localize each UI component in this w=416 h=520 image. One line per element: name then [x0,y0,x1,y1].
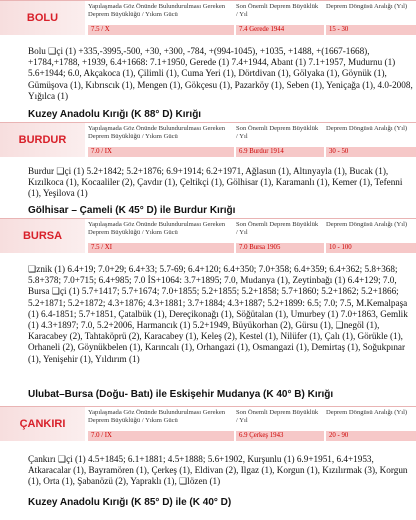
cycle-interval: 15 - 30 [326,25,416,35]
section-bolu [0,0,416,120]
section-header [0,218,416,253]
design-magnitude: 7.5 / XI [88,243,234,253]
header-col2: Son Önemli Deprem Büyüklük / Yıl [236,409,319,424]
header-col1: Yapılaşmada Göz Önünde Bulundurulması Gereken Deprem Büyüklüğü / Yıkım Gücü [88,221,226,236]
last-earthquake: 7.4 Gerede 1944 [236,25,324,35]
section-header [0,0,416,35]
design-magnitude: 7.0 / IX [88,431,234,441]
design-magnitude: 7.5 / X [88,25,234,35]
header-col1: Yapılaşmada Göz Önünde Bulundurulması Gereken Deprem Büyüklüğü / Yıkım Gücü [88,409,226,424]
section-bursa [0,218,416,400]
cycle-interval: 30 - 50 [326,147,416,157]
last-earthquake: 6.9 Burdur 1914 [236,147,324,157]
header-col1: Yapılaşmada Göz Önünde Bulundurulması Gereken Deprem Büyüklüğü / Yıkım Gücü [88,3,226,18]
city-label: ÇANKIRI [0,407,85,441]
section-header [0,122,416,157]
header-col3: Deprem Döngüsü Aralığı (Yıl) [326,221,408,228]
last-earthquake: 6.9 Çerkeş 1943 [236,431,324,441]
city-label: BOLU [0,1,85,35]
header-col3: Deprem Döngüsü Aralığı (Yıl) [326,3,408,10]
section-cankiri [0,406,416,508]
settlement-paragraph: Bolu ❑çi (1) +335,-3995,-500, +30, +300, -784, +(994-1045), +1035, +1488, +(1667-1668), +1784,+1788, +1939, 6.4+1668: 7.1+1950, Gerede (1) 7.4+1944, Abant (1) 7.1+1957, Mudurnu (1) 5.6+1944; 6.0, Akçakoca (1), Çilimli (1), Cuma Yeri (1), Dörtdivan (1), Gölyaka (1), Göynük (1), Gümüşova (1), Kıbrıscık (1), Mengen (1), Gökçesu (1), Pazarköy (1), Seben (1), Yeniçağa (1), 4.0-2008, Yığılca (1) [28,46,413,101]
settlement-paragraph: Burdur ❑çi (1) 5.2+1842; 5.2+1876; 6.9+1914; 6.2+1971, Ağlasun (1), Altınyayla (1), Bucak (1), Kızılkoca (1), Kocaaliler (2), Çavdır (1), Çeltikçi (1), Gölhisar (1), Karamanlı (1), Kemer (1), Tefenni (1), Yeşilova (1) [28,166,403,199]
settlement-paragraph: ❑znik (1) 6.4+19; 7.0+29; 6.4+33; 5.7-69; 6.4+120; 6.4+350; 7.0+358; 6.4+359; 6.4+362; 5.8+368; 5.8+378; 7.0+715; 6.4+985; 7.0 İS+1064: 3.7+1895; 7.0, Mudanya (1), Zeytinbağı (1) 6.4+129; 7.0, Bursa ❑çi (1) 5.7+1417; 5.7+1674; 7.0+1855; 5.2+1855; 5.2+1858; 5.7+1860; 5.2+1862; 5.2+1866; 5.2+1871; 5.2+1872; 4.3+1876; 4.3+1881; 3.7+1884; 4.3+1887; 5.2+1899: 6.5; 7.0; 7.5, M.Kemalpaşa (1) 6.4-1851; 5.7+1851, Çatalbük (1), Dereçikonağı (1), Söğütalan (1), Umurbey (1) 7.0+1863, Gemlik (1) 4.3+1897; 7.0, 5.2+2006, Harmancık (1) 5.2+1949, Büyükorhan (2), Gürsu (1), ❑negöl (1), Karacabey (2), Tahtaköprü (2), Karacabey (1), Keleş (2), Kestel (1), Nilüfer (1), Çalı (1), Görükle (1), Orhaneli (2), Göynükbelen (1), Karıncalı (1), Orhangazi (1), Osmangazi (1), Demirtaş (1), Soğukpınar (1), Yenişehir (1), Yıldırım (1) [28,264,408,364]
header-col2: Son Önemli Deprem Büyüklük / Yıl [236,221,319,236]
fault-line: Kuzey Anadolu Kırığı (K 85° D) ile (K 40° D) [28,497,232,508]
header-col1: Yapılaşmada Göz Önünde Bulundurulması Gereken Deprem Büyüklüğü / Yıkım Gücü [88,125,226,140]
fault-line: Gölhisar – Çameli (K 45° D) ile Burdur Kırığı [28,205,236,216]
city-label: BURSA [0,219,85,253]
fault-line: Kuzey Anadolu Kırığı (K 88° D) Kırığı [28,109,202,120]
header-col2: Son Önemli Deprem Büyüklük / Yıl [236,125,319,140]
section-burdur [0,122,416,216]
header-col3: Deprem Döngüsü Aralığı (Yıl) [326,125,408,132]
cycle-interval: 20 - 90 [326,431,416,441]
header-col3: Deprem Döngüsü Aralığı (Yıl) [326,409,408,416]
section-header [0,406,416,441]
fault-line: Ulubat–Bursa (Doğu- Batı) ile Eskişehir Mudanya (K 40° B) Kırığı [28,389,334,400]
settlement-paragraph: Çankırı ❑çi (1) 4.5+1845; 6.1+1881; 4.5+1888; 5.6+1902, Kurşunlu (1) 6.9+1951, 6.4+1953, Atkaracalar (1), Bayramören (1), Çerkeş (1), Eldivan (2), Ilgaz (1), Korgun (1), Kızılırmak (3), Korgun (1), Orta (1), Şabanözü (2), Yapraklı (1), ❑lözen (1) [28,454,408,487]
design-magnitude: 7.0 / IX [88,147,234,157]
city-label: BURDUR [0,123,85,157]
last-earthquake: 7.0 Bursa 1905 [236,243,324,253]
header-col2: Son Önemli Deprem Büyüklük / Yıl [236,3,319,18]
cycle-interval: 10 - 100 [326,243,416,253]
